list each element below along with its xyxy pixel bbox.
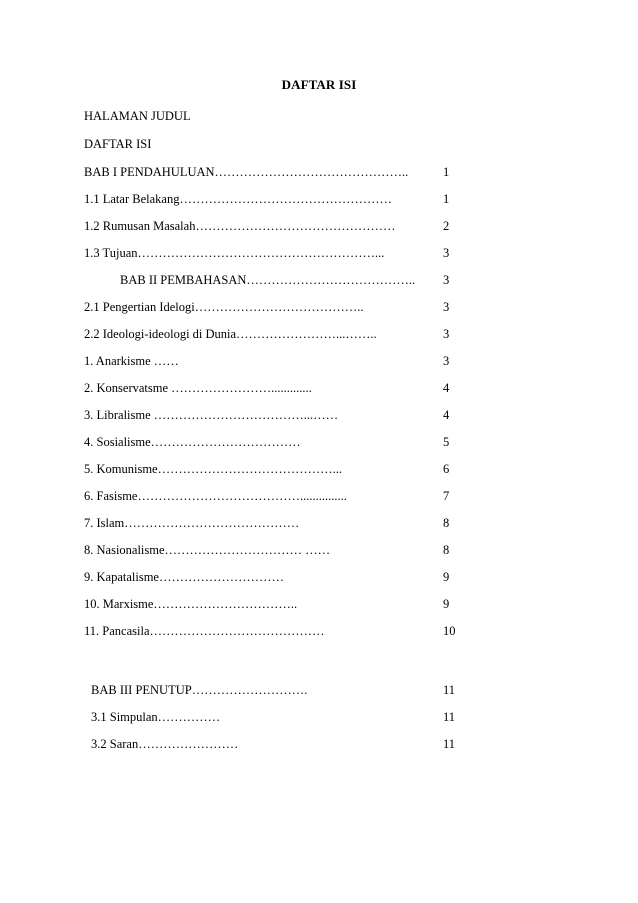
toc-entry-page: 5 xyxy=(443,435,450,449)
toc-entry-page: 8 xyxy=(443,543,450,557)
toc-entry-label: BAB II PEMBAHASAN………………………………….. xyxy=(120,273,416,287)
toc-entry-page: 1 xyxy=(443,165,450,179)
toc-entry-label: 2.2 Ideologi-ideologi di Dunia……………………...…….. xyxy=(84,327,377,341)
toc-entry-page: 3 xyxy=(443,273,450,287)
toc-entry-label: 7. Islam…………………………………… xyxy=(84,516,300,530)
toc-entry-page: 10 xyxy=(443,624,456,638)
toc-entry-label: BAB I PENDAHULUAN……………………………………….. xyxy=(84,165,409,179)
toc-entry-page: 3 xyxy=(443,354,450,368)
toc-entry-label: 2. Konservatsme ……………………............. xyxy=(84,381,312,395)
toc-entry-label: 10. Marxisme…………………………….. xyxy=(84,597,298,611)
toc-entry-page: 4 xyxy=(443,408,450,422)
toc-entry-page: 4 xyxy=(443,381,450,395)
toc-entry-label: BAB III PENUTUP………………………. xyxy=(91,683,308,697)
toc-entry-page: 11 xyxy=(443,710,456,724)
front-matter-label: DAFTAR ISI xyxy=(84,137,152,151)
page-title: DAFTAR ISI xyxy=(281,77,357,92)
toc-entry-label: 1.1 Latar Belakang…………………………………………… xyxy=(84,192,392,206)
toc-entry-page: 6 xyxy=(443,462,450,476)
toc-entry-label: 3.2 Saran…………………… xyxy=(91,737,239,751)
toc-entry-page: 11 xyxy=(443,683,456,697)
toc-entry-page: 3 xyxy=(443,300,450,314)
toc-entry-label: 5. Komunisme……………………………………... xyxy=(84,462,342,476)
toc-entry-label: 2.1 Pengertian Idelogi………………………………….. xyxy=(84,300,364,314)
toc-entry-label: 4. Sosialisme……………………………… xyxy=(84,435,301,449)
toc-entry-page: 1 xyxy=(443,192,450,206)
toc-entry-label: 11. Pancasila…………………………………… xyxy=(84,624,325,638)
toc-entry-page: 11 xyxy=(443,737,456,751)
toc-entry-label: 6. Fasisme…………………………………............... xyxy=(84,489,347,503)
front-matter-label: HALAMAN JUDUL xyxy=(84,109,191,123)
toc-entry-label: 8. Nasionalisme…………………………… …… xyxy=(84,543,331,557)
toc-entry-page: 2 xyxy=(443,219,450,233)
toc-entry-page: 9 xyxy=(443,597,450,611)
toc-entry-page: 9 xyxy=(443,570,450,584)
toc-entry-page: 3 xyxy=(443,246,450,260)
toc-entry-label: 1.3 Tujuan…………………………………………………... xyxy=(84,246,385,260)
toc-entry-page: 7 xyxy=(443,489,450,503)
toc-entry-label: 1. Anarkisme …… xyxy=(84,354,179,368)
toc-entry-label: 3.1 Simpulan…………… xyxy=(91,710,221,724)
toc-entry-label: 3. Libralisme ………………………………...…… xyxy=(84,408,339,422)
toc-entry-label: 9. Kapatalisme………………………… xyxy=(84,570,284,584)
toc-entry-label: 1.2 Rumusan Masalah………………………………………… xyxy=(84,219,396,233)
toc-entry-page: 8 xyxy=(443,516,450,530)
toc-entry-page: 3 xyxy=(443,327,450,341)
